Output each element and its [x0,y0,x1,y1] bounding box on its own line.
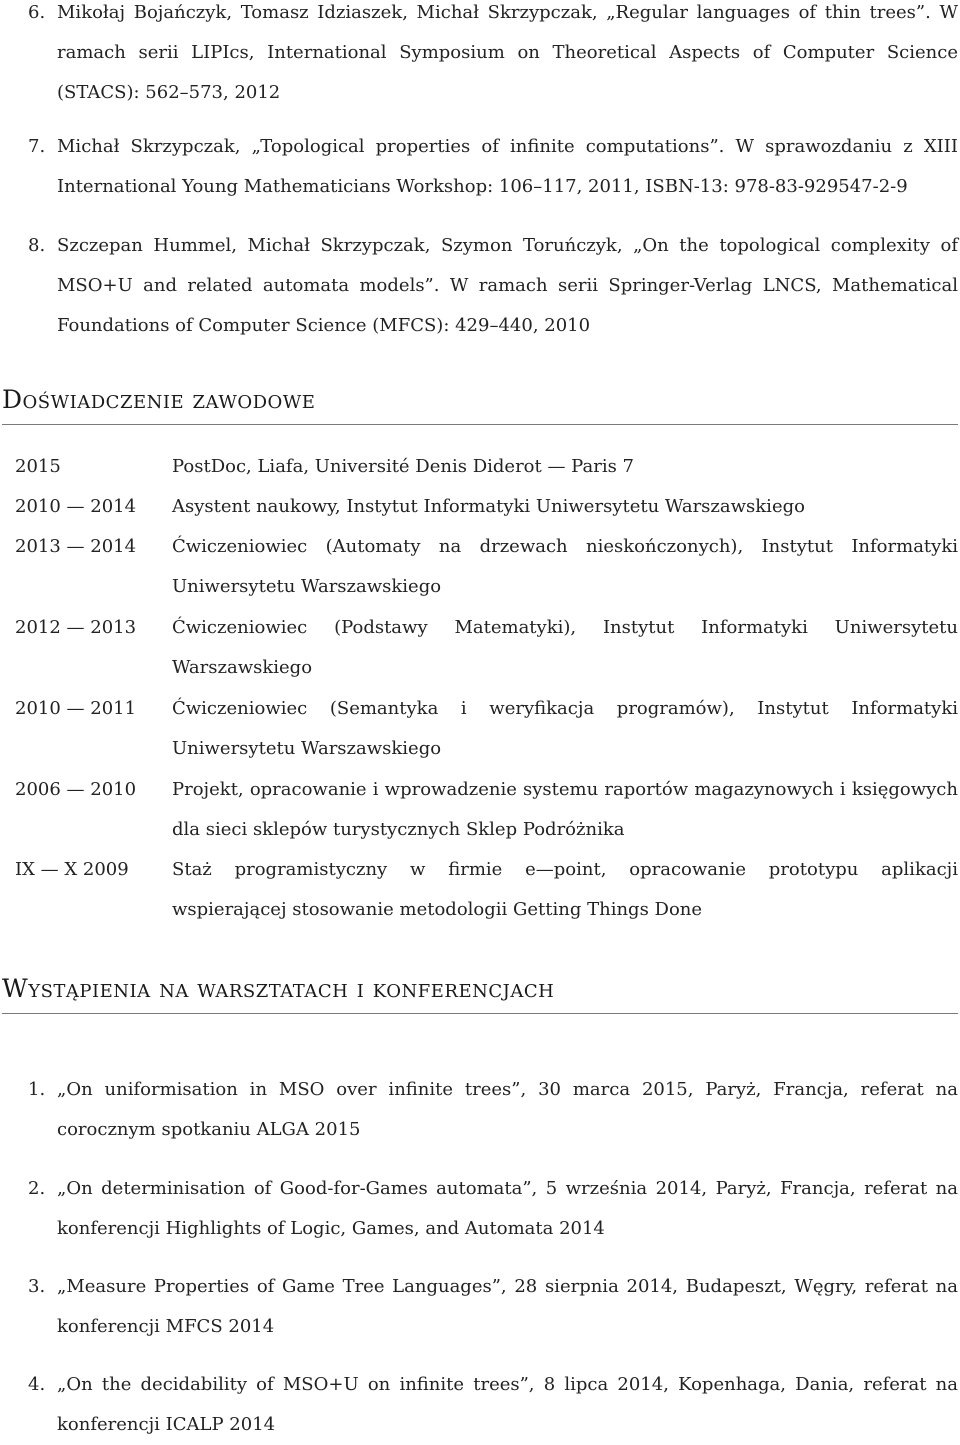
publication-item-7 [0,127,960,207]
talk-item-2 [0,1169,960,1249]
talk-item-1 [0,1070,960,1150]
publication-text: Mikołaj Bojańczyk, Tomasz Idziaszek, Michał Skrzypczak, „Regular languages of thin trees”. W ramach serii LIPIcs, International Symposium on Theoretical Aspects of Computer Science (STACS): 562–573, 2012 [57,2,958,103]
section-talks [2,974,958,1014]
talk-item-3 [0,1267,960,1347]
experience-description: Staż programistyczny w firmie e—point, opracowanie prototypu aplikacji wspierającej stosowanie metodologii Getting Things Done [172,859,958,920]
talk-text: „On the decidability of MSO+U on infinite trees”, 8 lipca 2014, Kopenhaga, Dania, referat na konferencji ICALP 2014 [57,1374,958,1435]
section-experience [2,385,958,425]
experience-row [0,447,960,487]
talk-text: „Measure Properties of Game Tree Languages”, 28 sierpnia 2014, Budapeszt, Węgry, referat na konferencji MFCS 2014 [57,1276,958,1337]
experience-description: Ćwiczeniowiec (Podstawy Matematyki), Instytut Informatyki Uniwersytetu Warszawskiego [172,617,958,678]
experience-row [0,689,960,769]
section-title: Wystąpienia na warsztatach i konferencjach [2,974,555,1003]
section-divider [2,424,958,425]
section-title: Doświadczenie zawodowe [2,385,316,414]
talk-number: 2. [28,1178,46,1199]
experience-description: PostDoc, Liafa, Université Denis Diderot — Paris 7 [172,456,634,477]
publication-item-6 [0,0,960,113]
experience-row [0,527,960,607]
experience-description: Ćwiczeniowiec (Semantyka i weryfikacja programów), Instytut Informatyki Uniwersytetu Warszawskiego [172,698,958,759]
publication-number: 6. [28,2,46,23]
experience-row [0,608,960,688]
experience-date: 2012 — 2013 [15,617,137,638]
experience-description: Asystent naukowy, Instytut Informatyki Uniwersytetu Warszawskiego [172,496,805,517]
talk-item-4 [0,1365,960,1445]
experience-description: Projekt, opracowanie i wprowadzenie systemu raportów magazynowych i księgowych dla sieci sklepów turystycznych Sklep Podróżnika [172,779,958,840]
talk-text: „On determinisation of Good-for-Games automata”, 5 września 2014, Paryż, Francja, referat na konferencji Highlights of Logic, Games, and Automata 2014 [57,1178,958,1239]
publication-text: Szczepan Hummel, Michał Skrzypczak, Szymon Toruńczyk, „On the topological complexity of MSO+U and related automata models”. W ramach serii Springer-Verlag LNCS, Mathematical Foundations of Computer Science (MFCS): 429–440, 2010 [57,235,958,336]
experience-row [0,487,960,527]
talk-text: „On uniformisation in MSO over infinite trees”, 30 marca 2015, Paryż, Francja, referat na corocznym spotkaniu ALGA 2015 [57,1079,958,1140]
experience-date: IX — X 2009 [15,859,129,880]
section-divider [2,1013,958,1014]
talk-number: 4. [28,1374,46,1395]
experience-date: 2010 — 2014 [15,496,137,517]
publication-number: 7. [28,136,46,157]
experience-date: 2010 — 2011 [15,698,137,719]
publication-text: Michał Skrzypczak, „Topological properties of infinite computations”. W sprawozdaniu z XIII International Young Mathematicians Workshop: 106–117, 2011, ISBN-13: 978-83-929547-2-9 [57,136,958,197]
talk-number: 1. [28,1079,46,1100]
publication-number: 8. [28,235,46,256]
experience-date: 2006 — 2010 [15,779,137,800]
talk-number: 3. [28,1276,46,1297]
experience-description: Ćwiczeniowiec (Automaty na drzewach nieskończonych), Instytut Informatyki Uniwersytetu Warszawskiego [172,536,958,597]
publication-item-8 [0,226,960,346]
experience-date: 2013 — 2014 [15,536,137,557]
experience-row [0,770,960,850]
experience-row [0,850,960,930]
experience-date: 2015 [15,456,61,477]
